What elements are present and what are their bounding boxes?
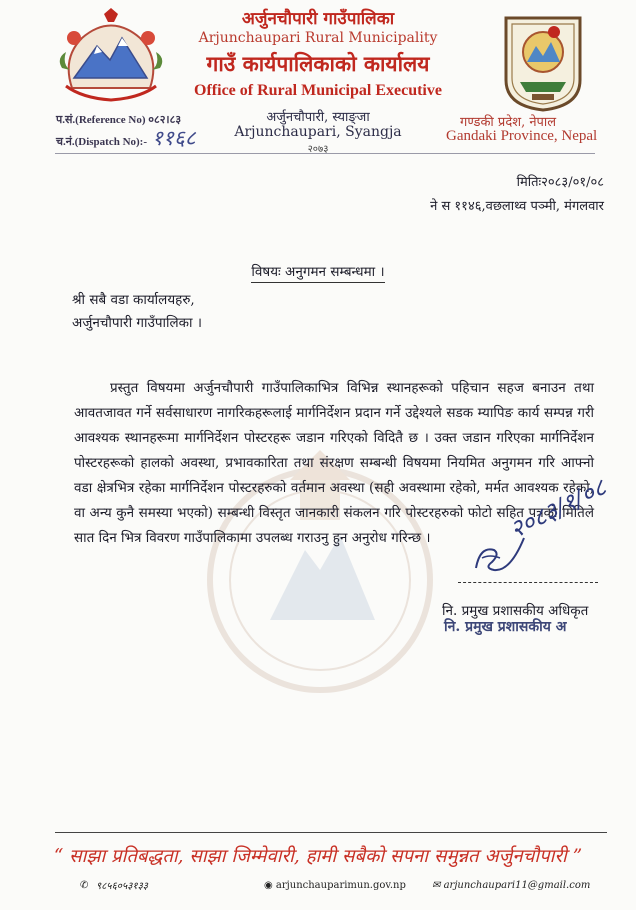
footer-divider bbox=[55, 832, 607, 833]
subject-text: विषयः अनुगमन सम्बन्धमा । bbox=[251, 264, 384, 283]
signature-date-handwritten: २०८३/१/०८ bbox=[505, 473, 611, 544]
dispatch-number-handwritten: ११६८ bbox=[152, 126, 196, 150]
address-en: Arjunchaupari, Syangja bbox=[234, 124, 402, 140]
reference-number: प.सं.(Reference No) ०८२।८३ bbox=[56, 114, 182, 126]
address-ne: अर्जुनचौपारी, स्याङ्जा bbox=[266, 110, 370, 125]
signatory-title: नि. प्रमुख प्रशासकीय अधिकृत bbox=[442, 603, 589, 619]
letter-subject bbox=[0, 262, 636, 280]
phone-icon: ✆ bbox=[80, 880, 89, 891]
letter-date: मितिः२०८३/०१/०८ bbox=[516, 175, 604, 190]
globe-icon: ◉ bbox=[264, 880, 273, 891]
stamp-year: २०७३ bbox=[307, 144, 329, 155]
gaupalika-name-ne: अर्जुनचौपारी गाउँपालिका bbox=[241, 9, 395, 29]
addressee-line-1: श्री सबै वडा कार्यालयहरु, bbox=[72, 292, 195, 308]
footer-website[interactable]: arjunchauparimun.gov.np bbox=[275, 880, 406, 891]
signature-line bbox=[458, 582, 598, 583]
footer-phone: ९८५६०५३१३३ bbox=[96, 881, 148, 892]
mail-icon: ✉ bbox=[432, 880, 441, 891]
signatory-stamp: नि. प्रमुख प्रशासकीय अ bbox=[444, 619, 567, 635]
letter-body: प्रस्तुत विषयमा अर्जुनचौपारी गाउँपालिकाभित्र विभिन्न स्थानहरूको पहिचान सहज बनाउन तथा आवतजावत गर्ने सर्वसाधारण नागरिकहरूलाई मार्गनिर्देशन प्रदान गर्ने उद्देश्यले सडक म्यापिङ कार्य सम्पन्न गरी आवश्यक स्थानहरूमा मार्गनिर्देशन पोस्टरहरू जडान गरिएको विदितै छ । उक्त जडान गरिएका मार्गनिर्देशन पोस्टरहरूको हालको अवस्था, प्रभावकारिता तथा संरक्षण सम्बन्धी विषयमा नियमित अनुगमन गरि आफ्नो वडा क्षेत्रभित्र रहेका मार्गनिर्देशन पोस्टरहरुको वर्तमान अवस्था (सही अवस्थामा रहेको, मर्मत आवश्यक रहेको, वा अन्य कुनै समस्या भएको) सम्बन्धी विस्तृत जानकारी संकलन गरि पोस्टरहरुको फोटो सहित पत्रको मितिले सात दिन भित्र विवरण गाउँपालिकामा उपलब्ध गराउनु हुन अनुरोध गरिन्छ । bbox=[74, 380, 594, 546]
footer-slogan: “ साझा प्रतिबद्धता, साझा जिम्मेवारी, हामी सबैको सपना समुन्नत अर्जुनचौपारी ” bbox=[53, 846, 583, 867]
footer-email[interactable]: arjunchaupari11@gmail.com bbox=[443, 880, 591, 891]
province-en: Gandaki Province, Nepal bbox=[446, 128, 598, 144]
header-divider bbox=[55, 153, 595, 154]
footer-website-row bbox=[264, 880, 406, 891]
nepal-samvat-date: ने स ११४६,वछलाथ्व पञ्मी, मंगलवार bbox=[430, 199, 604, 214]
gaupalika-name-en: Arjunchaupari Rural Municipality bbox=[198, 30, 438, 46]
office-name-en: Office of Rural Municipal Executive bbox=[194, 82, 442, 99]
office-name-ne: गाउँ कार्यपालिकाको कार्यालय bbox=[206, 51, 430, 76]
addressee-line-2: अर्जुनचौपारी गाउँपालिका । bbox=[72, 315, 202, 331]
footer-email-row bbox=[432, 880, 590, 891]
province-ne: गण्डकी प्रदेश, नेपाल bbox=[460, 115, 557, 130]
dispatch-label: च.नं.(Dispatch No):- bbox=[56, 136, 147, 148]
